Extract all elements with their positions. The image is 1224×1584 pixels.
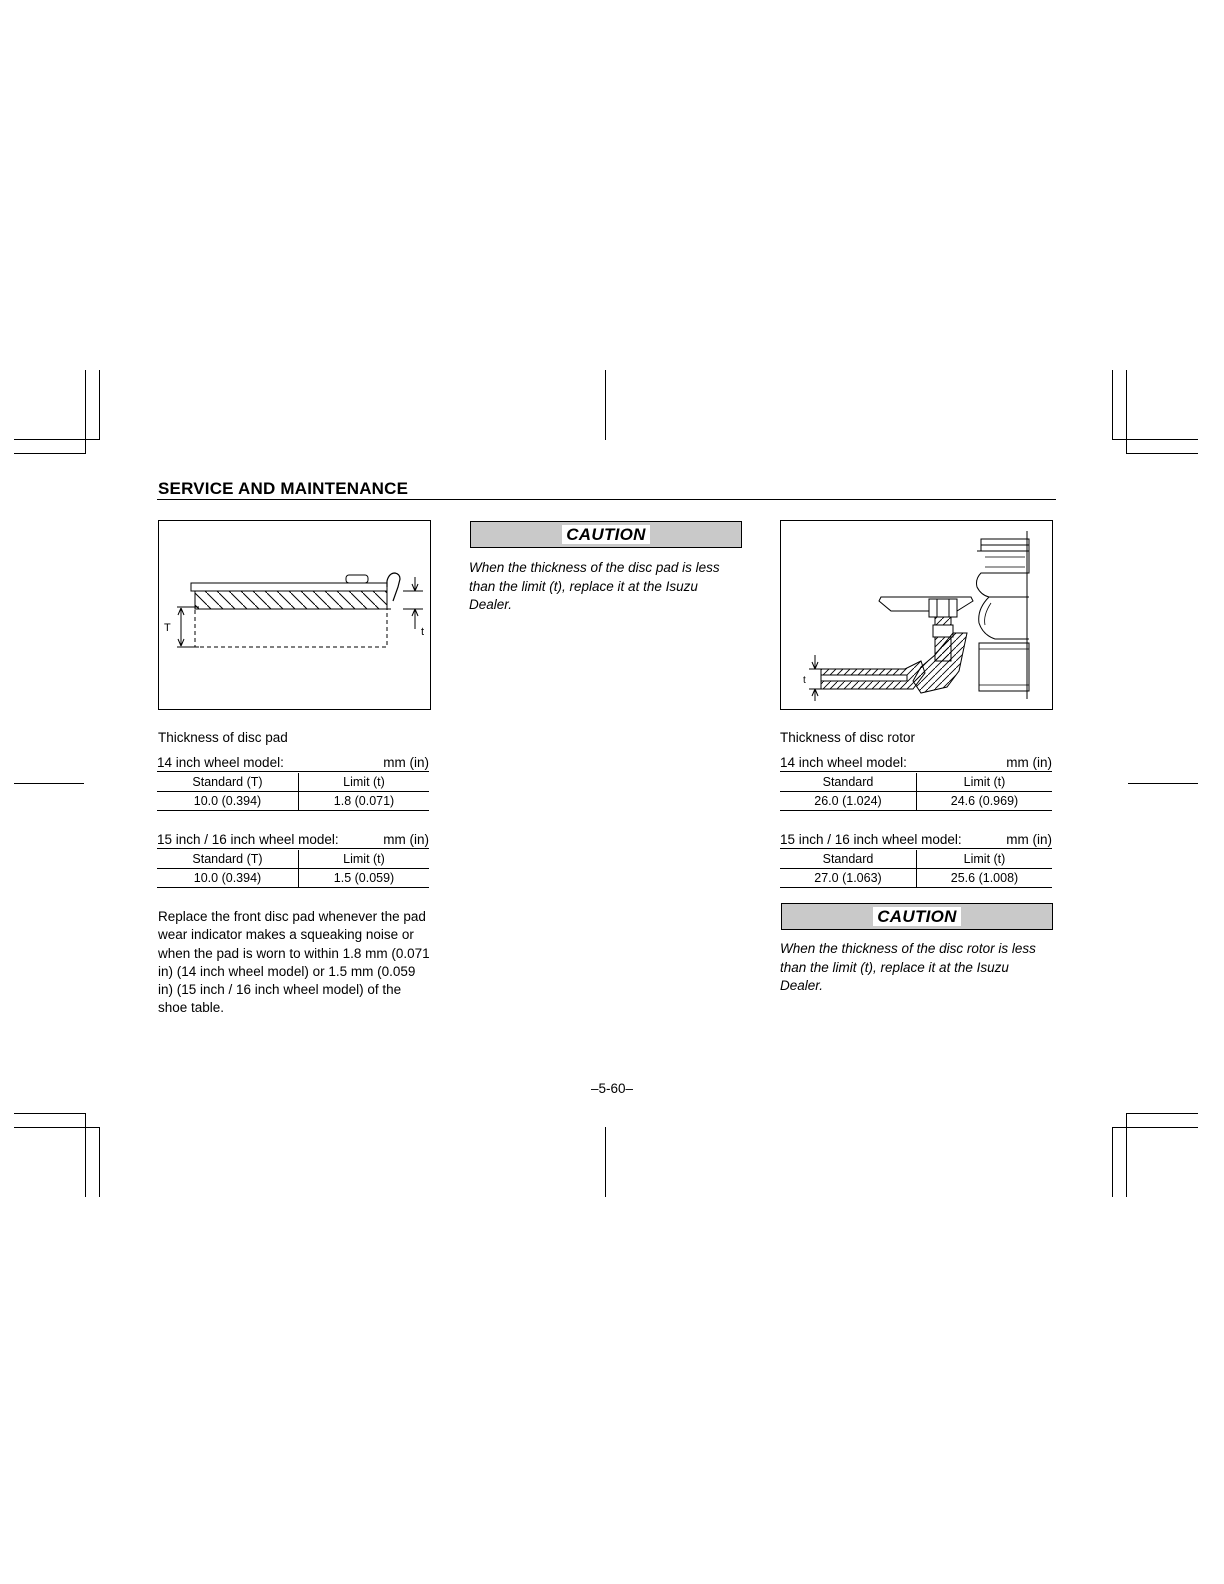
page-number: –5-60– — [590, 1081, 634, 1096]
caution-text-rotor: When the thickness of the disc rotor is less than the limit (t), replace it at the Isuzu Dealer. — [780, 941, 1036, 993]
rotor-14-table — [780, 773, 1052, 811]
rotor-15-table-title — [780, 832, 1052, 849]
table-row — [780, 792, 1052, 811]
caution-label: CAUTION — [562, 525, 650, 544]
disc-rotor-figure — [780, 520, 1053, 710]
table-row — [157, 773, 429, 792]
pad-14-standard: 10.0 (0.394) — [157, 792, 299, 811]
pad-15-col-standard: Standard (T) — [157, 850, 299, 869]
pad-14-title: 14 inch wheel model: — [157, 755, 284, 770]
crop-mark — [14, 453, 86, 454]
crop-mark — [1126, 1113, 1127, 1197]
pad-15-table-title — [157, 832, 429, 849]
title-rule — [157, 499, 1056, 500]
crop-mark — [14, 1113, 86, 1114]
crop-mark — [14, 1127, 100, 1128]
pad-14-unit: mm (in) — [383, 755, 429, 770]
page-title: SERVICE AND MAINTENANCE — [158, 479, 409, 498]
rotor-14-standard: 26.0 (1.024) — [780, 792, 917, 811]
crop-mark — [1128, 783, 1198, 784]
pad-15-limit: 1.5 (0.059) — [299, 869, 430, 888]
rotor-15-standard: 27.0 (1.063) — [780, 869, 917, 888]
pad-replacement-text: Replace the front disc pad whenever the pad wear indicator makes a squeaking noise or when the pad is worn to within 1.8 mm (0.071 in) (14 inch wheel model) or 1.5 mm (0.059 in) (15 inch / 16 inch wheel model) of the shoe table. — [158, 909, 430, 1016]
rotor-14-unit: mm (in) — [1006, 755, 1052, 770]
crop-mark — [605, 1127, 606, 1197]
crop-mark — [99, 1127, 100, 1197]
caution-box-pad — [470, 521, 742, 548]
crop-mark — [605, 370, 606, 440]
pad-15-table — [157, 850, 429, 888]
pad-14-col-standard: Standard (T) — [157, 773, 299, 792]
caution-box-rotor — [781, 903, 1053, 930]
crop-mark — [1112, 1127, 1198, 1128]
caution-text-pad: When the thickness of the disc pad is less than the limit (t), replace it at the Isuzu Dealer. — [469, 560, 720, 612]
crop-mark — [1112, 439, 1198, 440]
crop-mark — [1126, 453, 1198, 454]
rotor-14-col-standard: Standard — [780, 773, 917, 792]
rotor-15-col-limit: Limit (t) — [917, 850, 1053, 869]
rotor-15-col-standard: Standard — [780, 850, 917, 869]
rotor-15-limit: 25.6 (1.008) — [917, 869, 1053, 888]
rotor-15-unit: mm (in) — [1006, 832, 1052, 847]
crop-mark — [1112, 1127, 1113, 1197]
label-T: T — [164, 622, 171, 634]
pad-14-table — [157, 773, 429, 811]
pad-15-unit: mm (in) — [383, 832, 429, 847]
disc-rotor-diagram — [781, 521, 1052, 709]
rotor-14-col-limit: Limit (t) — [917, 773, 1053, 792]
pad-15-standard: 10.0 (0.394) — [157, 869, 299, 888]
disc-rotor-caption: Thickness of disc rotor — [780, 730, 916, 745]
disc-pad-caption: Thickness of disc pad — [158, 730, 288, 745]
table-row — [157, 869, 429, 888]
pad-14-col-limit: Limit (t) — [299, 773, 430, 792]
crop-mark — [14, 439, 100, 440]
label-t: t — [421, 626, 425, 638]
crop-mark — [99, 370, 100, 440]
rotor-15-table — [780, 850, 1052, 888]
table-row — [780, 773, 1052, 792]
crop-mark — [14, 783, 84, 784]
crop-mark — [1112, 370, 1113, 440]
table-row — [157, 792, 429, 811]
crop-mark — [85, 1113, 86, 1197]
table-row — [157, 850, 429, 869]
rotor-14-title: 14 inch wheel model: — [780, 755, 907, 770]
disc-pad-diagram — [159, 521, 430, 709]
label-t: t — [803, 675, 806, 686]
pad-15-col-limit: Limit (t) — [299, 850, 430, 869]
crop-mark — [85, 370, 86, 454]
crop-mark — [1126, 370, 1127, 454]
rotor-14-table-title — [780, 755, 1052, 772]
pad-14-table-title — [157, 755, 429, 772]
pad-14-limit: 1.8 (0.071) — [299, 792, 430, 811]
table-row — [780, 869, 1052, 888]
pad-15-title: 15 inch / 16 inch wheel model: — [157, 832, 339, 847]
table-row — [780, 850, 1052, 869]
caution-label: CAUTION — [873, 907, 961, 926]
crop-mark — [1126, 1113, 1198, 1114]
rotor-14-limit: 24.6 (0.969) — [917, 792, 1053, 811]
rotor-15-title: 15 inch / 16 inch wheel model: — [780, 832, 962, 847]
disc-pad-figure — [158, 520, 431, 710]
